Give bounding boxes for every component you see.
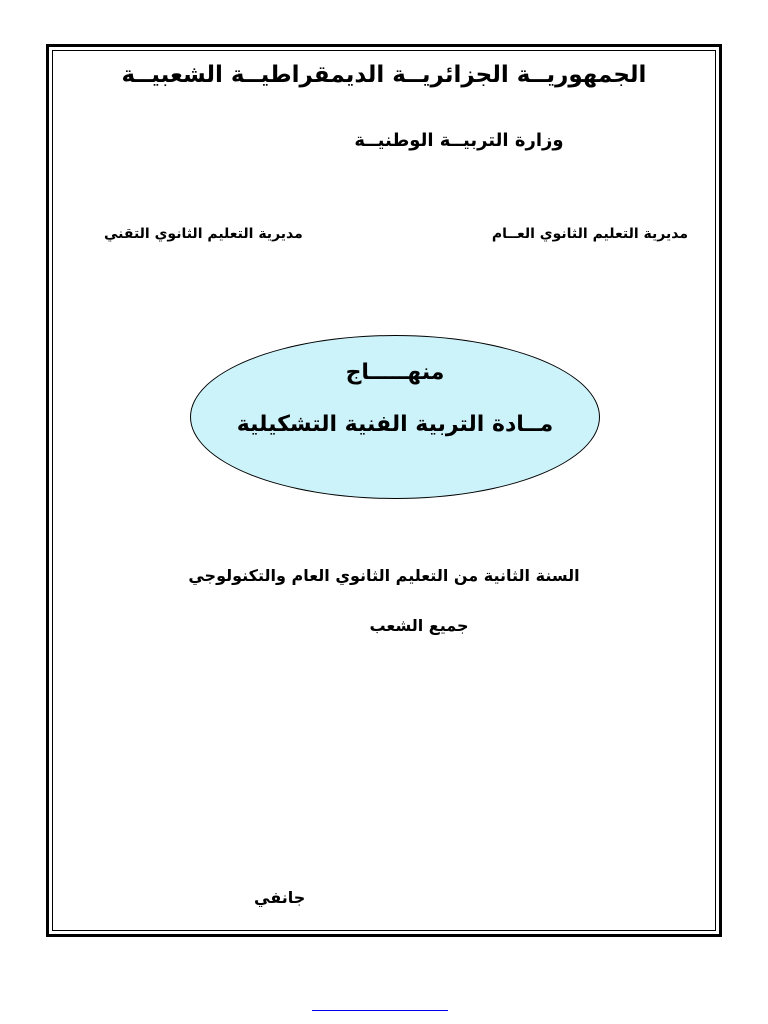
republic-heading: الجمهوريــة الجزائريــة الديمقراطيــة الشعبيــة xyxy=(121,62,647,88)
directorate-technical-label: مديرية التعليم الثانوي التقني xyxy=(104,226,303,242)
subject-title: مــادة التربية الفنية التشكيلية xyxy=(236,412,554,437)
year-level-label: السنة الثانية من التعليم الثانوي العام والتكنولوجي xyxy=(188,566,580,585)
directorate-general-label: مديرية التعليم الثانوي العــام xyxy=(491,226,688,242)
curriculum-label: منهـــــاج xyxy=(345,360,445,385)
streams-label: جميع الشعب xyxy=(369,616,469,635)
month-label: جانفي xyxy=(254,888,306,907)
footer-link-underline[interactable] xyxy=(312,1010,448,1011)
ministry-heading: وزارة التربيــة الوطنيــة xyxy=(354,130,564,151)
